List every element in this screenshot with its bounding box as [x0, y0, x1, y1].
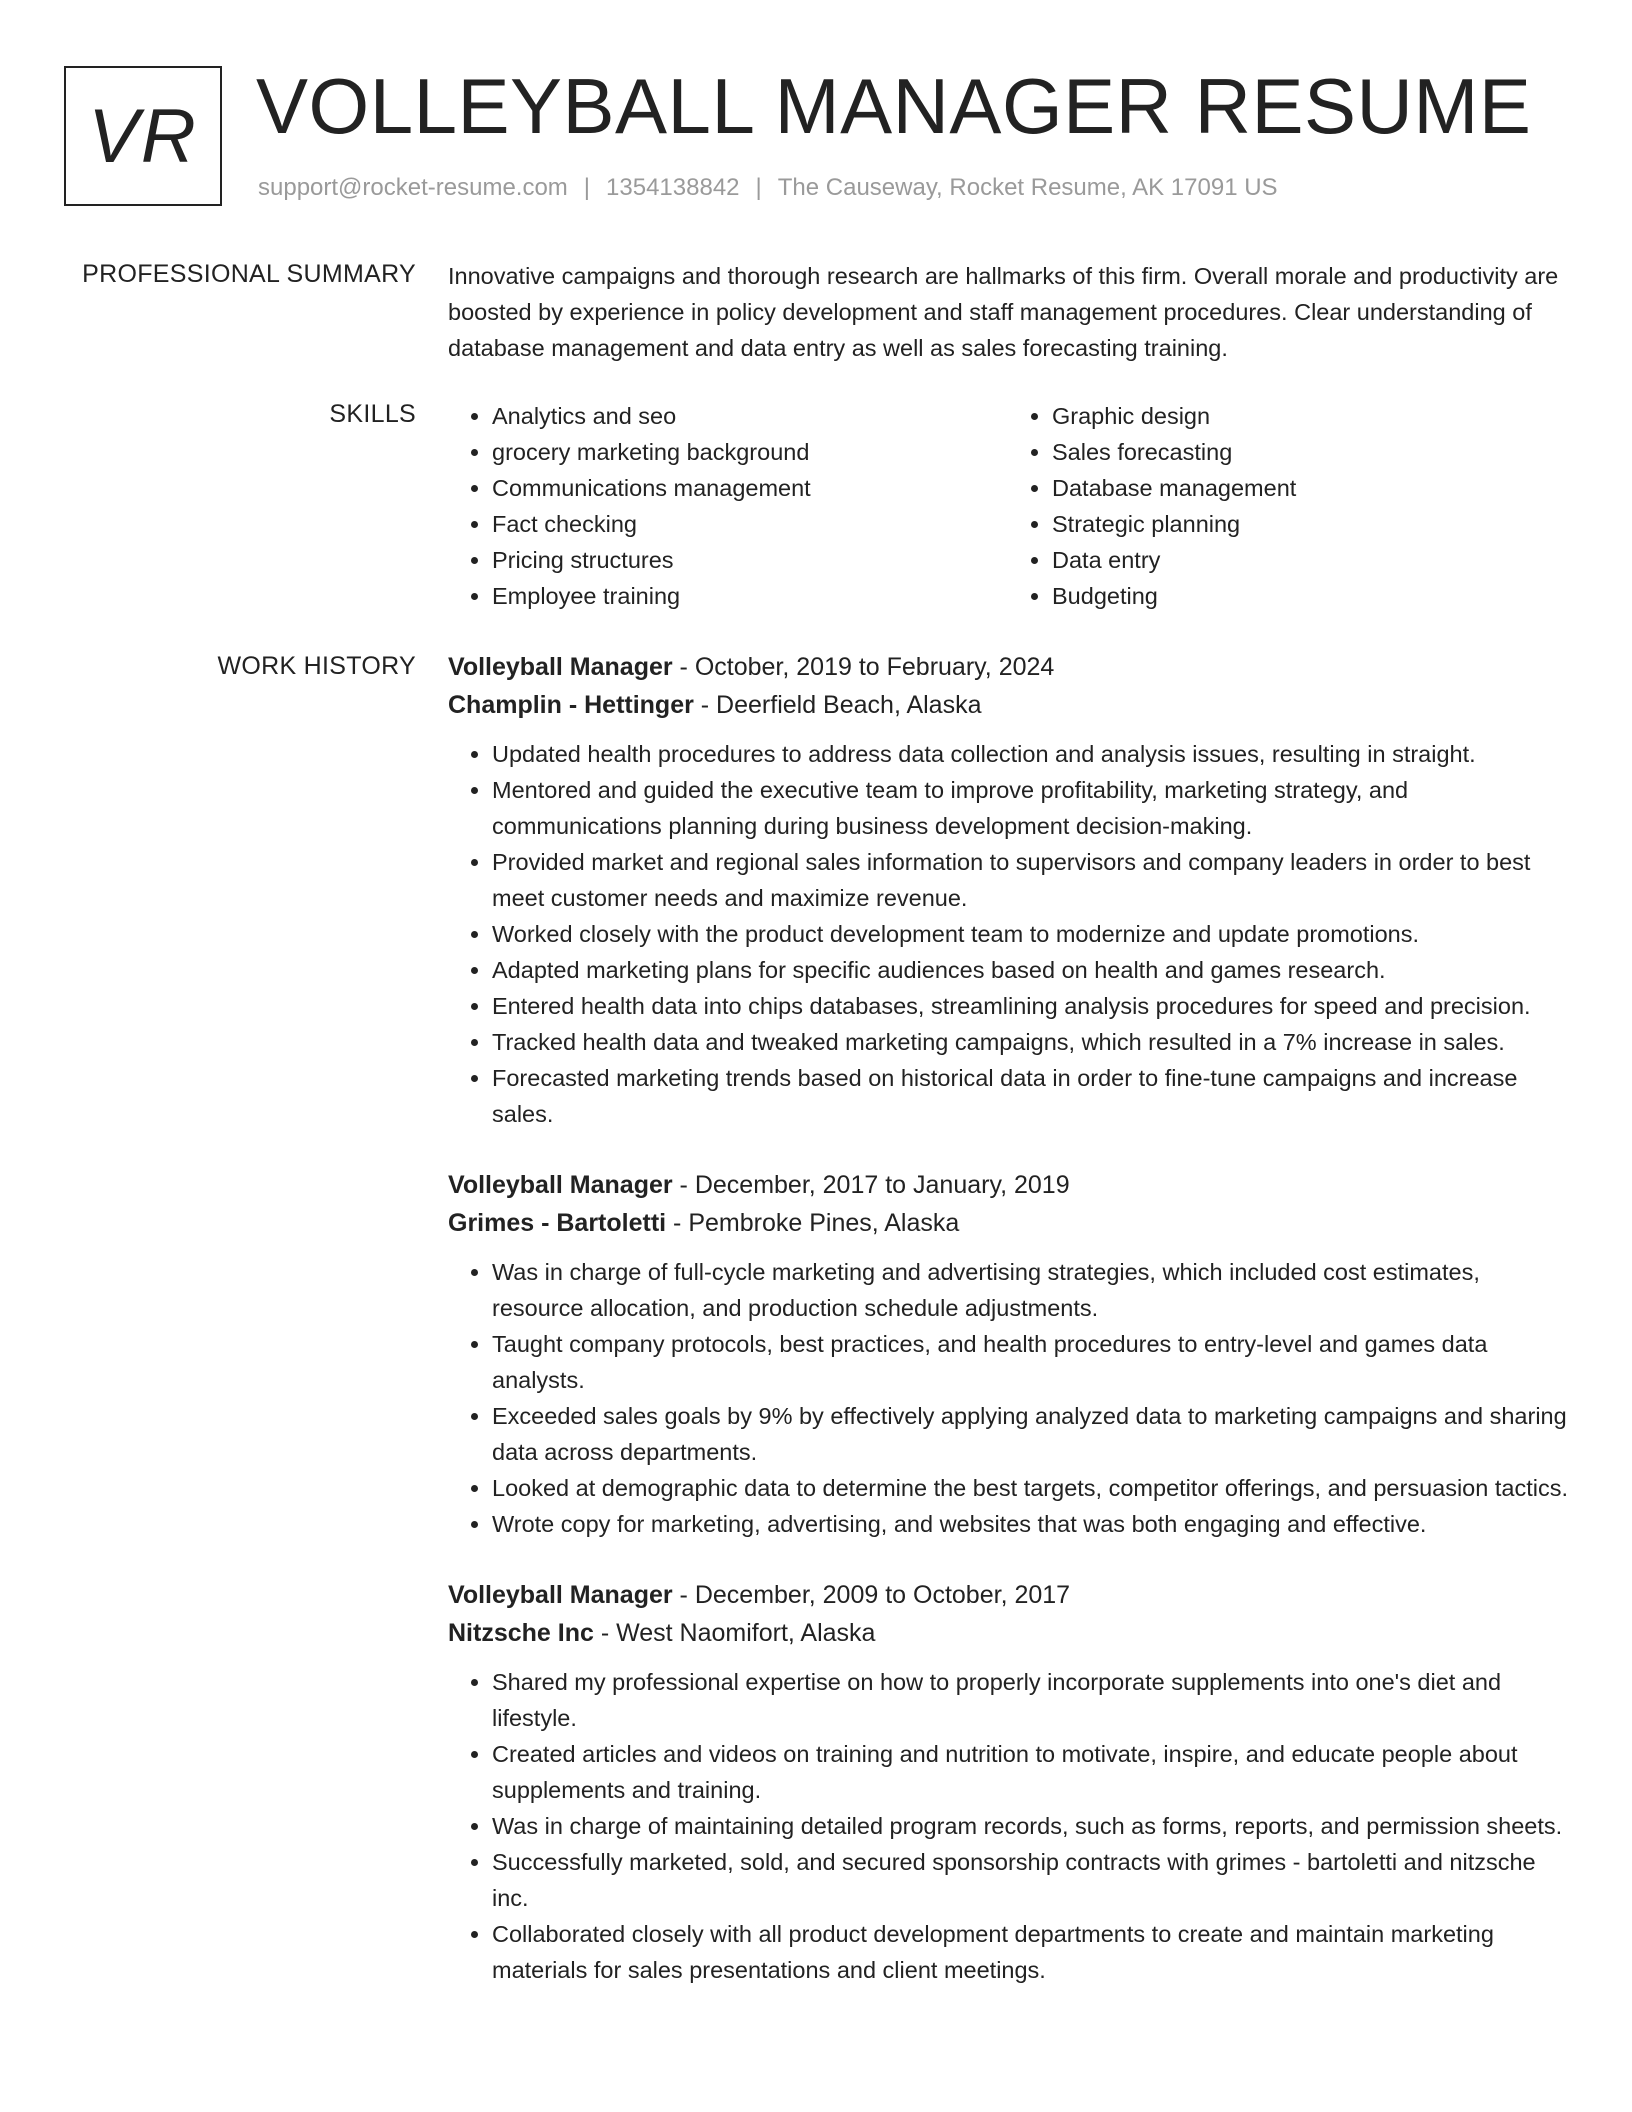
skill-item: • Budgeting	[1052, 578, 1568, 614]
job-entry	[448, 648, 1568, 1132]
job-bullet: • Collaborated closely with all product development departments to create and maintain marketing materials for sales presentations and client meetings.	[492, 1916, 1568, 1988]
skill-item: • Database management	[1052, 470, 1568, 506]
resume-header	[64, 64, 1568, 214]
skill-item: • Strategic planning	[1052, 506, 1568, 542]
job-title-line	[448, 1576, 1568, 1614]
job-title: Volleyball Manager	[448, 653, 673, 681]
job-bullet: • Taught company protocols, best practices, and health procedures to entry-level and games data analysts.	[492, 1326, 1568, 1398]
job-title: Volleyball Manager	[448, 1171, 673, 1199]
job-bullet: • Entered health data into chips databases, streamlining analysis procedures for speed and precision.	[492, 988, 1568, 1024]
job-bullet-list	[448, 1664, 1568, 1988]
job-company: Nitzsche Inc	[448, 1619, 594, 1647]
job-location: - Pembroke Pines, Alaska	[666, 1209, 960, 1237]
job-bullet: • Updated health procedures to address data collection and analysis issues, resulting in straight.	[492, 736, 1568, 772]
skills-list-right	[1008, 398, 1568, 614]
contact-separator: |	[583, 174, 591, 201]
job-bullet-list	[448, 1254, 1568, 1542]
skill-item: • grocery marketing background	[492, 434, 1008, 470]
job-title-line	[448, 1166, 1568, 1204]
job-entry	[448, 1166, 1568, 1542]
job-bullet-list	[448, 736, 1568, 1132]
job-company: Grimes - Bartoletti	[448, 1209, 667, 1237]
job-title: Volleyball Manager	[448, 1581, 673, 1609]
job-company-line	[448, 1614, 1568, 1652]
job-bullet: • Was in charge of full-cycle marketing and advertising strategies, which included cost estimates, resource allocation, and production schedule adjustments.	[492, 1254, 1568, 1326]
job-bullet: • Looked at demographic data to determine the best targets, competitor offerings, and persuasion tactics.	[492, 1470, 1568, 1506]
skills-heading: SKILLS	[329, 400, 416, 428]
job-bullet: • Forecasted marketing trends based on historical data in order to fine-tune campaigns and increase sales.	[492, 1060, 1568, 1132]
contact-address: The Causeway, Rocket Resume, AK 17091 US	[777, 174, 1278, 201]
skill-item: • Communications management	[492, 470, 1008, 506]
job-bullet: • Was in charge of maintaining detailed program records, such as forms, reports, and permission sheets.	[492, 1808, 1568, 1844]
contact-email: support@rocket-resume.com	[258, 174, 568, 201]
job-bullet: • Mentored and guided the executive team to improve profitability, marketing strategy, and communications planning during business development decision-making.	[492, 772, 1568, 844]
skill-item: • Data entry	[1052, 542, 1568, 578]
contact-separator: |	[755, 174, 762, 201]
summary-heading: PROFESSIONAL SUMMARY	[82, 260, 416, 288]
job-title-line	[448, 648, 1568, 686]
skill-item: • Employee training	[492, 578, 1008, 614]
skill-item: • Pricing structures	[492, 542, 1008, 578]
job-company-line	[448, 1204, 1568, 1242]
job-location: - Deerfield Beach, Alaska	[693, 691, 982, 719]
job-bullet: • Exceeded sales goals by 9% by effectively applying analyzed data to marketing campaigns and sharing data across departments.	[492, 1398, 1568, 1470]
monogram-logo: VR	[64, 66, 222, 206]
work-history-heading: WORK HISTORY	[217, 652, 416, 680]
skill-item: • Fact checking	[492, 506, 1008, 542]
summary-text: Innovative campaigns and thorough research are hallmarks of this firm. Overall morale and productivity are boosted by experience in policy development and staff management procedures. Clear understanding of database management and data entry as well as sales forecasting training.	[448, 263, 1559, 361]
job-bullet: • Adapted marketing plans for specific audiences based on health and games research.	[492, 952, 1568, 988]
job-bullet: • Created articles and videos on training and nutrition to motivate, inspire, and educate people about supplements and training.	[492, 1736, 1568, 1808]
job-bullet: • Successfully marketed, sold, and secured sponsorship contracts with grimes - bartoletti and nitzsche inc.	[492, 1844, 1568, 1916]
job-company-line	[448, 686, 1568, 724]
job-bullet: • Tracked health data and tweaked marketing campaigns, which resulted in a 7% increase in sales.	[492, 1024, 1568, 1060]
skill-item: • Analytics and seo	[492, 398, 1008, 434]
contact-phone: 1354138842	[606, 174, 740, 201]
page-title: VOLLEYBALL MANAGER RESUME	[256, 62, 1532, 150]
job-entry	[448, 1576, 1568, 1988]
job-bullet: • Shared my professional expertise on how to properly incorporate supplements into one's diet and lifestyle.	[492, 1664, 1568, 1736]
skill-item: • Graphic design	[1052, 398, 1568, 434]
job-bullet: • Wrote copy for marketing, advertising, and websites that was both engaging and effective.	[492, 1506, 1568, 1542]
job-dates: - October, 2019 to February, 2024	[672, 653, 1055, 681]
skills-list-left	[448, 398, 1008, 614]
job-bullet: • Provided market and regional sales information to supervisors and company leaders in order to best meet customer needs and maximize revenue.	[492, 844, 1568, 916]
job-company: Champlin - Hettinger	[448, 691, 694, 719]
job-bullet: • Worked closely with the product development team to modernize and update promotions.	[492, 916, 1568, 952]
skill-item: • Sales forecasting	[1052, 434, 1568, 470]
job-location: - West Naomifort, Alaska	[593, 1619, 876, 1647]
job-dates: - December, 2017 to January, 2019	[672, 1171, 1070, 1199]
job-dates: - December, 2009 to October, 2017	[672, 1581, 1071, 1609]
contact-line	[258, 174, 1278, 202]
